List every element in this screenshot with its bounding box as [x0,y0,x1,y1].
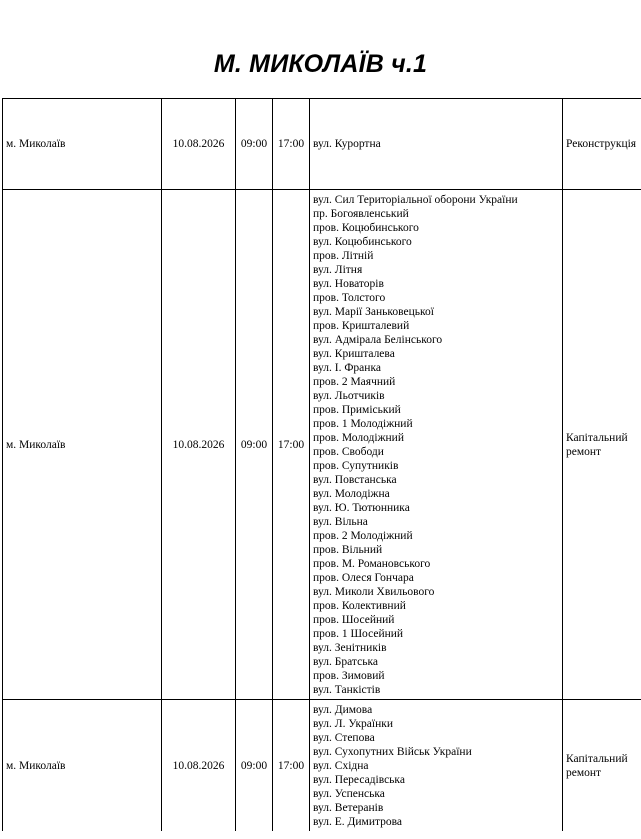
date-cell: 10.08.2026 [162,99,236,190]
start-time-cell: 09:00 [236,190,273,700]
end-time-cell: 17:00 [273,99,310,190]
street-item: пров. Олеся Гончара [313,572,414,584]
table-row [3,700,641,832]
street-item: вул. Повстанська [313,474,397,486]
street-item: пров. М. Романовського [313,558,431,570]
street-item: вул. Братська [313,656,378,668]
street-item: вул. Танкістів [313,684,381,696]
street-item: вул. Курортна [313,138,381,150]
city-cell: м. Миколаїв [3,700,162,832]
street-item: вул. Ветеранів [313,802,384,814]
end-time-cell: 17:00 [273,700,310,832]
table-row [3,190,641,700]
street-item: пров. Толстого [313,292,386,304]
street-item: вул. Димова [313,704,373,716]
street-item: вул. Льотчиків [313,390,385,402]
street-item: пров. Приміський [313,404,401,416]
streets-cell [310,190,563,700]
date-cell: 10.08.2026 [162,190,236,700]
end-time-cell: 17:00 [273,190,310,700]
start-time-cell: 09:00 [236,700,273,832]
street-list [313,700,559,831]
street-item: пров. 2 Маячний [313,376,396,388]
work-type-cell: Капітальний ремонт [563,700,641,832]
street-item: вул. Коцюбинського [313,236,412,248]
street-item: пр. Богоявленський [313,208,409,220]
work-type-cell: Капітальний ремонт [563,190,641,700]
table-row [3,99,641,190]
street-item: пров. Коцюбинського [313,222,419,234]
date-cell: 10.08.2026 [162,700,236,832]
work-type-cell: Реконструкція [563,99,641,190]
street-item: вул. Е. Димитрова [313,816,403,828]
street-item: вул. Степова [313,732,375,744]
street-item: вул. Зенітників [313,642,387,654]
street-item: вул. Адмірала Белінського [313,334,443,346]
street-item: вул. Л. Українки [313,718,393,730]
street-item: вул. Новаторів [313,278,384,290]
street-item: пров. 1 Шосейний [313,628,404,640]
street-item: вул. Сил Територіальної оборони України [313,194,518,206]
street-item: вул. Миколи Хвильового [313,586,435,598]
street-item: пров. Колективний [313,600,406,612]
outage-schedule-table [2,98,641,831]
street-item: вул. Успенська [313,788,385,800]
street-item: вул. Пересадівська [313,774,405,786]
street-item: вул. Кришталева [313,348,395,360]
street-item: пров. Літній [313,250,374,262]
street-item: пров. Свободи [313,446,384,458]
street-item: пров. 2 Молодіжний [313,530,413,542]
street-item: вул. Східна [313,760,369,772]
street-item: вул. Марії Заньковецької [313,306,434,318]
page-title: М. МИКОЛАЇВ ч.1 [213,50,428,78]
street-item: вул. Ю. Тютюнника [313,502,410,514]
street-item: вул. І. Франка [313,362,381,374]
start-time-cell: 09:00 [236,99,273,190]
street-item: пров. Шосейний [313,614,395,626]
streets-cell [310,99,563,190]
street-list [313,190,559,699]
street-item: пров. Вільний [313,544,383,556]
streets-cell [310,700,563,832]
street-item: вул. Літня [313,264,363,276]
street-item: вул. Вільна [313,516,368,528]
city-cell: м. Миколаїв [3,190,162,700]
street-item: пров. Зимовий [313,670,385,682]
street-item: пров. Супутників [313,460,399,472]
street-item: вул. Сухопутних Військ України [313,746,472,758]
city-cell: м. Миколаїв [3,99,162,190]
street-item: вул. Молодіжна [313,488,390,500]
street-item: пров. Кришталевий [313,320,410,332]
street-item: пров. Молодіжний [313,432,404,444]
street-item: пров. 1 Молодіжний [313,418,413,430]
